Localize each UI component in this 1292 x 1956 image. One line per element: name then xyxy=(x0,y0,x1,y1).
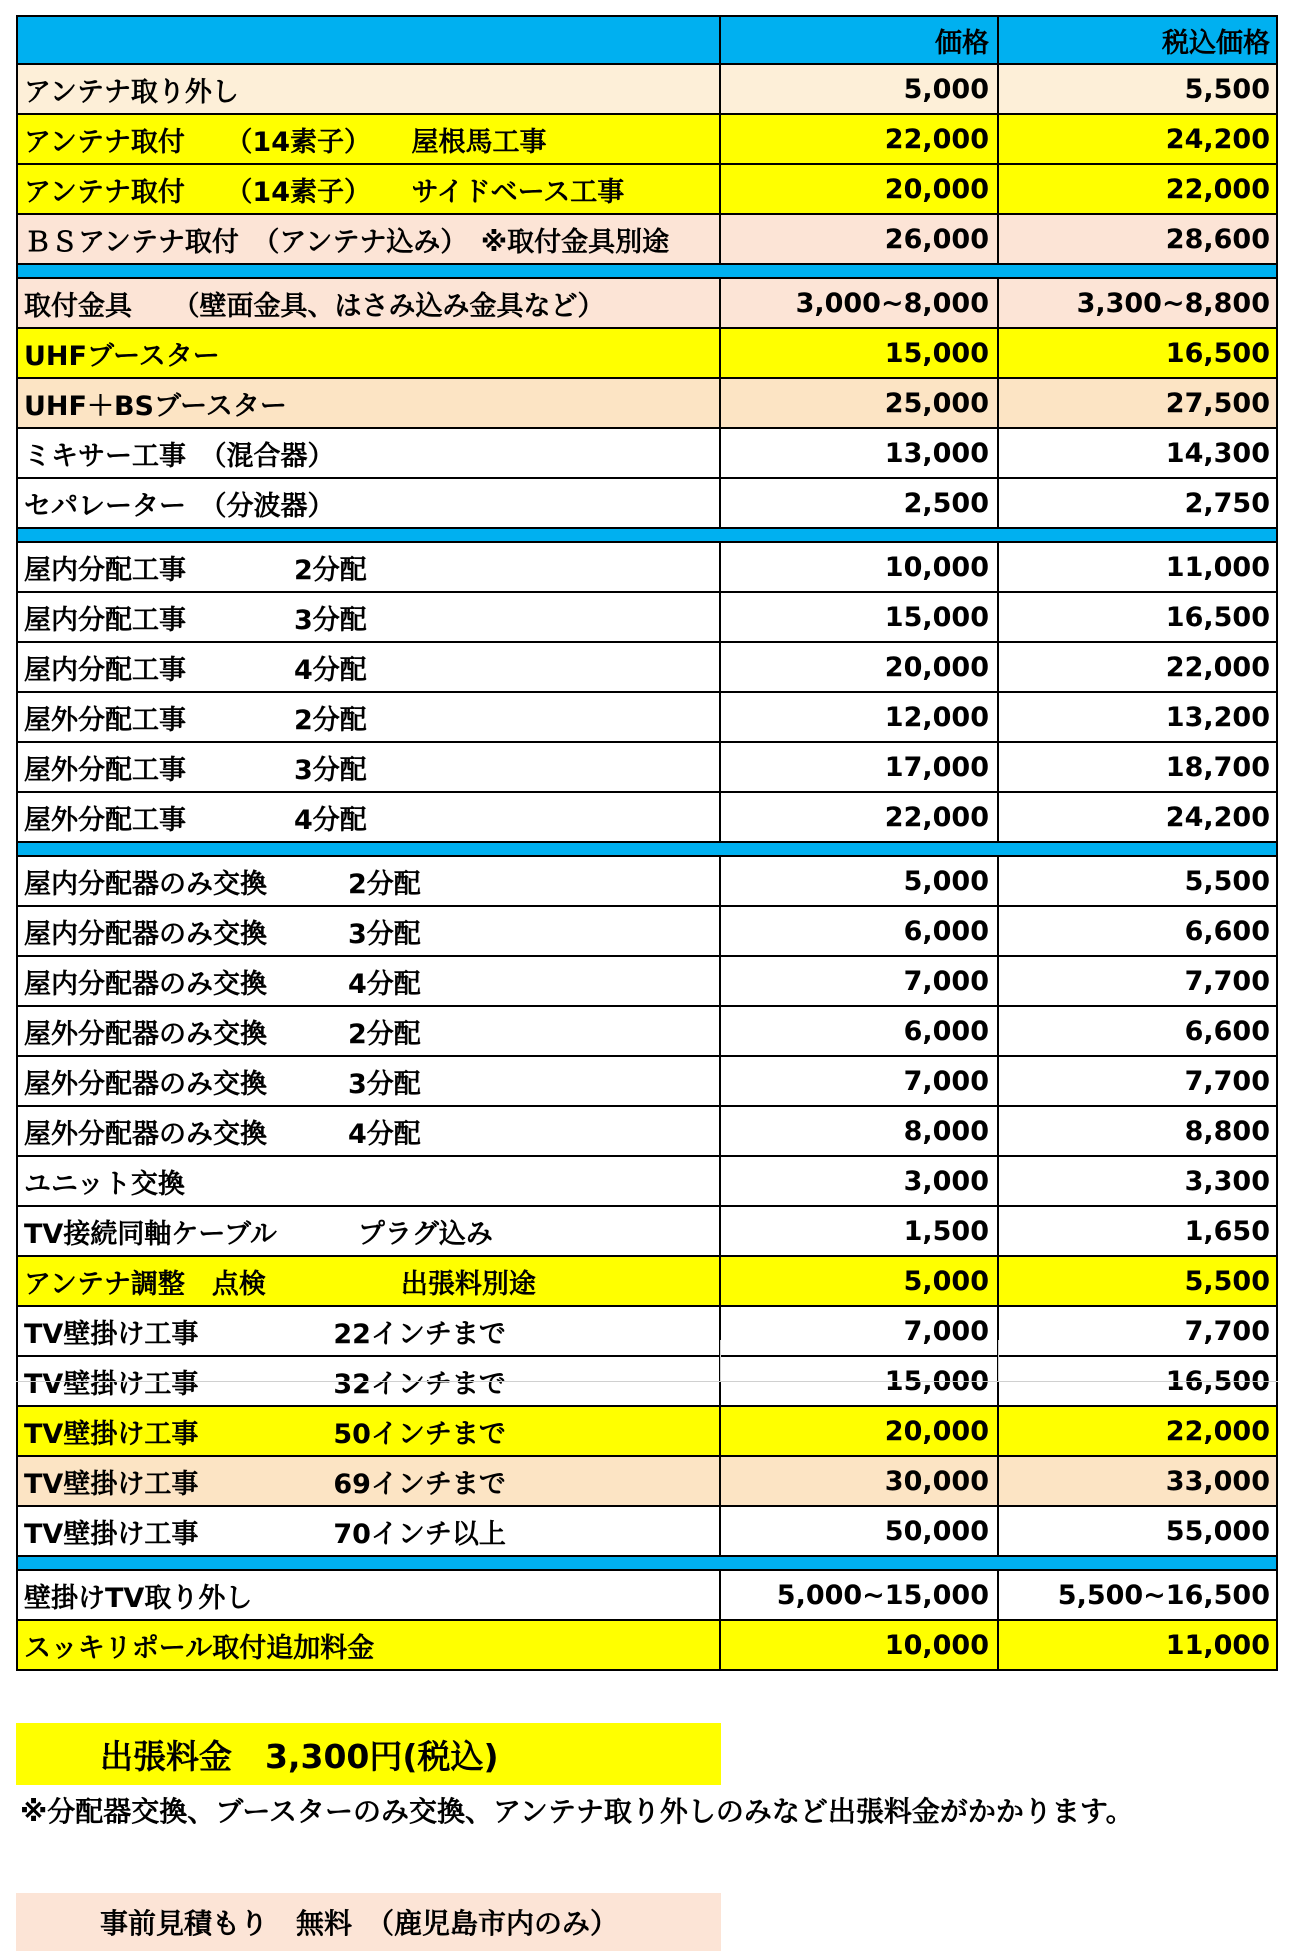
row-label: ＢＳアンテナ取付 （アンテナ込み） ※取付金具別途 xyxy=(16,215,721,263)
table-row xyxy=(16,1621,1278,1671)
section-divider xyxy=(16,1557,1278,1571)
row-price: 30,000 xyxy=(721,1457,999,1505)
table-row xyxy=(16,593,1278,643)
row-label: 屋内分配工事 2分配 xyxy=(16,543,721,591)
table-row xyxy=(16,65,1278,115)
row-tax-price: 55,000 xyxy=(999,1507,1278,1555)
row-tax-price: 6,600 xyxy=(999,1007,1278,1055)
table-row xyxy=(16,693,1278,743)
table-row xyxy=(16,215,1278,265)
table-row xyxy=(16,1107,1278,1157)
row-tax-price: 13,200 xyxy=(999,693,1278,741)
row-price: 20,000 xyxy=(721,1407,999,1455)
row-label: アンテナ取付 （14素子） 屋根馬工事 xyxy=(16,115,721,163)
row-label: TV壁掛け工事 50インチまで xyxy=(16,1407,721,1455)
row-tax-price: 3,300 xyxy=(999,1157,1278,1205)
row-tax-price: 11,000 xyxy=(999,1621,1278,1669)
row-label: 屋外分配工事 2分配 xyxy=(16,693,721,741)
footer-spacer-row xyxy=(16,1383,1278,1433)
row-price: 17,000 xyxy=(721,743,999,791)
row-tax-price: 2,750 xyxy=(999,479,1278,527)
row-tax-price: 7,700 xyxy=(999,1307,1278,1355)
header-price: 価格 xyxy=(721,17,999,63)
row-label: 屋内分配器のみ交換 2分配 xyxy=(16,857,721,905)
table-row xyxy=(16,1007,1278,1057)
table-row xyxy=(16,1457,1278,1507)
row-price: 5,000~15,000 xyxy=(721,1571,999,1619)
table-row xyxy=(16,1507,1278,1557)
row-price: 50,000 xyxy=(721,1507,999,1555)
table-row xyxy=(16,379,1278,429)
table-row xyxy=(16,643,1278,693)
row-tax-price: 7,700 xyxy=(999,957,1278,1005)
table-row xyxy=(16,279,1278,329)
row-price: 5,000 xyxy=(721,857,999,905)
row-label: TV接続同軸ケーブル プラグ込み xyxy=(16,1207,721,1255)
row-price: 3,000 xyxy=(721,1157,999,1205)
row-label: TV壁掛け工事 32インチまで xyxy=(16,1357,721,1405)
row-tax-price: 16,500 xyxy=(999,593,1278,641)
row-tax-price: 11,000 xyxy=(999,543,1278,591)
row-price: 7,000 xyxy=(721,1307,999,1355)
table-row xyxy=(16,115,1278,165)
row-tax-price: 5,500~16,500 xyxy=(999,1571,1278,1619)
table-row xyxy=(16,743,1278,793)
free-estimate: 事前見積もり 無料 （鹿児島市内のみ） xyxy=(16,1893,721,1951)
row-price: 22,000 xyxy=(721,793,999,841)
row-tax-price: 22,000 xyxy=(999,165,1278,213)
table-row xyxy=(16,165,1278,215)
row-tax-price: 1,650 xyxy=(999,1207,1278,1255)
row-price: 7,000 xyxy=(721,1057,999,1105)
row-price: 22,000 xyxy=(721,115,999,163)
table-row xyxy=(16,479,1278,529)
row-label: 屋内分配工事 4分配 xyxy=(16,643,721,691)
row-price: 7,000 xyxy=(721,957,999,1005)
row-price: 6,000 xyxy=(721,1007,999,1055)
row-price: 3,000~8,000 xyxy=(721,279,999,327)
row-label: アンテナ取付 （14素子） サイドベース工事 xyxy=(16,165,721,213)
table-row xyxy=(16,793,1278,843)
row-tax-price: 18,700 xyxy=(999,743,1278,791)
row-tax-price: 7,700 xyxy=(999,1057,1278,1105)
row-tax-price: 27,500 xyxy=(999,379,1278,427)
row-label: 屋内分配器のみ交換 4分配 xyxy=(16,957,721,1005)
row-price: 20,000 xyxy=(721,643,999,691)
table-row xyxy=(16,429,1278,479)
row-label: 屋外分配器のみ交換 2分配 xyxy=(16,1007,721,1055)
row-tax-price: 5,500 xyxy=(999,857,1278,905)
row-label: スッキリポール取付追加料金 xyxy=(16,1621,721,1669)
row-price: 8,000 xyxy=(721,1107,999,1155)
row-label: UHF＋BSブースター xyxy=(16,379,721,427)
empty-row xyxy=(16,1340,1278,1382)
row-tax-price: 14,300 xyxy=(999,429,1278,477)
table-row xyxy=(16,1571,1278,1621)
table-row xyxy=(16,329,1278,379)
row-price: 5,000 xyxy=(721,1257,999,1305)
row-tax-price: 6,600 xyxy=(999,907,1278,955)
table-row xyxy=(16,1057,1278,1107)
row-label: UHFブースター xyxy=(16,329,721,377)
section-divider xyxy=(16,843,1278,857)
row-price: 15,000 xyxy=(721,1357,999,1405)
row-price: 10,000 xyxy=(721,1621,999,1669)
row-tax-price: 5,500 xyxy=(999,65,1278,113)
table-row xyxy=(16,543,1278,593)
row-price: 6,000 xyxy=(721,907,999,955)
row-tax-price: 28,600 xyxy=(999,215,1278,263)
section-divider xyxy=(16,265,1278,279)
row-label: セパレーター （分波器） xyxy=(16,479,721,527)
row-price: 2,500 xyxy=(721,479,999,527)
table-header xyxy=(16,15,1278,65)
travel-fee-note: ※分配器交換、ブースターのみ交換、アンテナ取り外しのみなど出張料金がかかります。 xyxy=(20,1795,1134,1828)
row-price: 15,000 xyxy=(721,329,999,377)
row-label: アンテナ調整 点検 出張料別途 xyxy=(16,1257,721,1305)
row-price: 12,000 xyxy=(721,693,999,741)
row-label: 屋外分配器のみ交換 4分配 xyxy=(16,1107,721,1155)
row-tax-price: 22,000 xyxy=(999,1407,1278,1455)
row-label: アンテナ取り外し xyxy=(16,65,721,113)
row-label: TV壁掛け工事 69インチまで xyxy=(16,1457,721,1505)
row-tax-price: 22,000 xyxy=(999,643,1278,691)
row-label: 屋外分配工事 4分配 xyxy=(16,793,721,841)
travel-fee: 出張料金 3,300円(税込) xyxy=(16,1723,721,1785)
row-tax-price: 16,500 xyxy=(999,329,1278,377)
row-tax-price: 16,500 xyxy=(999,1357,1278,1405)
table-row xyxy=(16,1207,1278,1257)
table-row xyxy=(16,857,1278,907)
row-price: 5,000 xyxy=(721,65,999,113)
row-price: 10,000 xyxy=(721,543,999,591)
row-price: 1,500 xyxy=(721,1207,999,1255)
row-tax-price: 24,200 xyxy=(999,793,1278,841)
row-tax-price: 24,200 xyxy=(999,115,1278,163)
row-tax-price: 3,300~8,800 xyxy=(999,279,1278,327)
row-price: 25,000 xyxy=(721,379,999,427)
row-price: 15,000 xyxy=(721,593,999,641)
row-label: ユニット交換 xyxy=(16,1157,721,1205)
row-price: 20,000 xyxy=(721,165,999,213)
header-tax-price: 税込価格 xyxy=(999,17,1278,63)
row-tax-price: 33,000 xyxy=(999,1457,1278,1505)
row-tax-price: 5,500 xyxy=(999,1257,1278,1305)
row-price: 26,000 xyxy=(721,215,999,263)
row-label: 屋内分配工事 3分配 xyxy=(16,593,721,641)
footer-grid xyxy=(16,1340,1278,1382)
table-row xyxy=(16,1257,1278,1307)
row-label: TV壁掛け工事 22インチまで xyxy=(16,1307,721,1355)
row-label: 屋外分配工事 3分配 xyxy=(16,743,721,791)
row-label: 壁掛けTV取り外し xyxy=(16,1571,721,1619)
header-item xyxy=(16,17,721,63)
row-label: 屋外分配器のみ交換 3分配 xyxy=(16,1057,721,1105)
row-label: TV壁掛け工事 70インチ以上 xyxy=(16,1507,721,1555)
row-label: 屋内分配器のみ交換 3分配 xyxy=(16,907,721,955)
table-row xyxy=(16,957,1278,1007)
table-row xyxy=(16,1157,1278,1207)
row-label: 取付金具 （壁面金具、はさみ込み金具など） xyxy=(16,279,721,327)
table-row xyxy=(16,907,1278,957)
row-label: ミキサー工事 （混合器） xyxy=(16,429,721,477)
row-price: 13,000 xyxy=(721,429,999,477)
section-divider xyxy=(16,529,1278,543)
row-tax-price: 8,800 xyxy=(999,1107,1278,1155)
